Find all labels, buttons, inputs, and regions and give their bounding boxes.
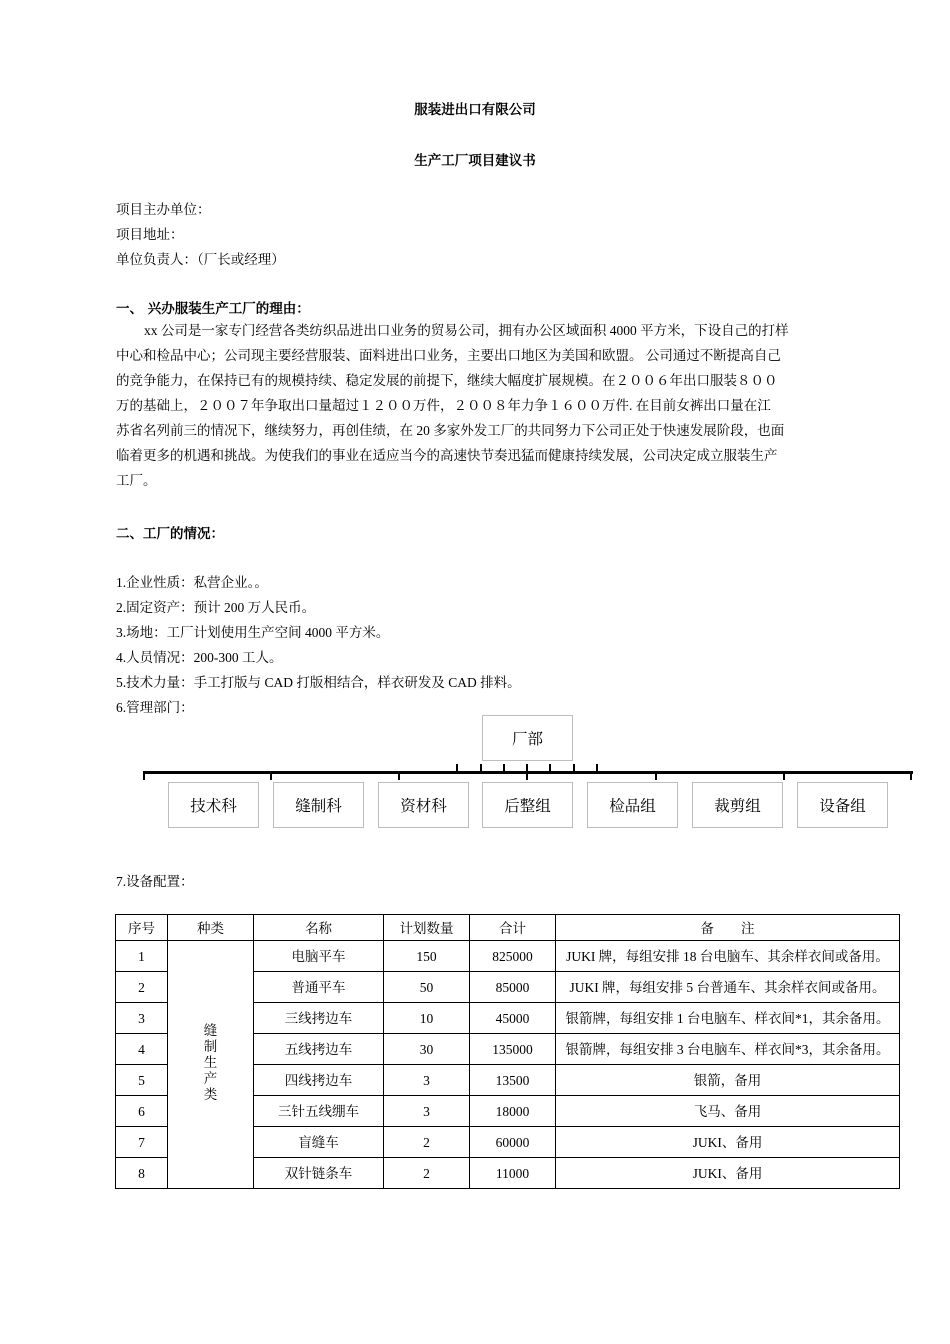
org-dept-box: 资材科 (378, 782, 469, 828)
org-connector-tick (526, 771, 528, 780)
cell-name: 四线拷边车 (254, 1065, 384, 1096)
fact-item: 2.固定资产：预计 200 万人民币。 (116, 600, 316, 615)
org-connector-tick (398, 771, 400, 780)
cell-total: 18000 (470, 1096, 556, 1127)
header-name: 名称 (254, 915, 384, 941)
equipment-table (115, 914, 900, 1189)
cell-no: 5 (116, 1065, 168, 1096)
cell-qty: 30 (384, 1034, 470, 1065)
paragraph-line: 临着更多的机遇和挑战。为使我们的事业在适应当今的高速快节奏迅猛而健康持续发展，公司决定成立服装生产 (116, 448, 778, 463)
cell-name: 电脑平车 (254, 941, 384, 972)
header-category: 种类 (168, 915, 254, 941)
header-no: 序号 (116, 915, 168, 941)
cell-total: 45000 (470, 1003, 556, 1034)
org-connector-tick (270, 771, 272, 780)
fact-item: 1.企业性质：私营企业。。 (116, 575, 268, 590)
fact-item: 6.管理部门： (116, 700, 194, 715)
address-label: 项目地址： (116, 227, 184, 242)
org-connector-tick (910, 771, 912, 780)
org-connector-tick (456, 764, 458, 772)
org-connector-tick (596, 764, 598, 772)
cell-total: 13500 (470, 1065, 556, 1096)
fact-item: 5.技术力量：手工打版与 CAD 打版相结合，样衣研发及 CAD 排料。 (116, 675, 521, 690)
cell-note: JUKI 牌，每组安排 18 台电脑车、其余样衣间或备用。 (556, 941, 900, 972)
cell-name: 盲缝车 (254, 1127, 384, 1158)
org-connector-tick (480, 764, 482, 772)
org-dept-box: 检品组 (587, 782, 678, 828)
cell-no: 2 (116, 972, 168, 1003)
header-total: 合计 (470, 915, 556, 941)
cell-no: 1 (116, 941, 168, 972)
table-row (116, 941, 900, 972)
company-title: 服装进出口有限公司 (414, 102, 536, 118)
cell-no: 7 (116, 1127, 168, 1158)
org-connector-bar (143, 771, 913, 774)
paragraph-line: xx 公司是一家专门经营各类纺织品进出口业务的贸易公司，拥有办公区域面积 4000 平方米，下设自己的打样 (144, 323, 789, 338)
cell-no: 4 (116, 1034, 168, 1065)
cell-total: 135000 (470, 1034, 556, 1065)
org-top-box: 厂部 (482, 715, 573, 761)
manager-label: 单位负责人：（厂长或经理） (116, 252, 285, 267)
cell-qty: 3 (384, 1065, 470, 1096)
org-dept-box: 设备组 (797, 782, 888, 828)
cell-name: 三线拷边车 (254, 1003, 384, 1034)
cell-name: 三针五线绷车 (254, 1096, 384, 1127)
table-header-row (116, 915, 900, 941)
org-connector-tick (783, 771, 785, 780)
cell-no: 3 (116, 1003, 168, 1034)
section1-paragraph (116, 318, 832, 493)
cell-category (168, 941, 254, 1189)
equipment-heading: 7.设备配置： (116, 874, 194, 889)
fact-item: 3.场地：工厂计划使用生产空间 4000 平方米。 (116, 625, 390, 640)
sponsor-label: 项目主办单位： (116, 202, 211, 217)
org-connector-tick (503, 764, 505, 772)
cell-name: 五线拷边车 (254, 1034, 384, 1065)
cell-total: 825000 (470, 941, 556, 972)
cell-note: JUKI、备用 (556, 1158, 900, 1189)
cell-total: 60000 (470, 1127, 556, 1158)
org-connector-tick (655, 771, 657, 780)
cell-qty: 3 (384, 1096, 470, 1127)
cell-note: JUKI 牌，每组安排 5 台普通车、其余样衣间或备用。 (556, 972, 900, 1003)
paragraph-line: 中心和检品中心；公司现主要经营服装、面料进出口业务，主要出口地区为美国和欧盟。 公司通过不断提高自己 (116, 348, 781, 363)
category-label: 缝制生产类 (203, 1023, 218, 1102)
cell-no: 6 (116, 1096, 168, 1127)
org-connector-tick (143, 771, 145, 780)
section2-heading: 二、工厂的情况： (116, 526, 224, 542)
fact-item: 4.人员情况：200-300 工人。 (116, 650, 283, 665)
org-connector-tick (549, 764, 551, 772)
cell-qty: 10 (384, 1003, 470, 1034)
org-connector-tick (573, 764, 575, 772)
header-note: 备 注 (556, 915, 900, 941)
cell-note: 银箭牌，每组安排 1 台电脑车、样衣间*1，其余备用。 (556, 1003, 900, 1034)
cell-note: JUKI、备用 (556, 1127, 900, 1158)
cell-qty: 2 (384, 1158, 470, 1189)
cell-note: 银箭牌，每组安排 3 台电脑车、样衣间*3，其余备用。 (556, 1034, 900, 1065)
section1-heading: 一、 兴办服装生产工厂的理由： (116, 301, 310, 317)
cell-qty: 150 (384, 941, 470, 972)
paragraph-line: 的竞争能力，在保持已有的规模持续、稳定发展的前提下，继续大幅度扩展规模。在２００６年出口服装８００ (116, 373, 778, 388)
paragraph-line: 万的基础上，２００７年争取出口量超过１２００万件，２００８年力争１６００万件. 在目前女裤出口量在江 (116, 398, 771, 413)
org-dept-box: 后整组 (482, 782, 573, 828)
cell-note: 银箭，备用 (556, 1065, 900, 1096)
org-dept-box: 技术科 (168, 782, 259, 828)
document-title: 生产工厂项目建议书 (414, 153, 536, 169)
cell-qty: 50 (384, 972, 470, 1003)
cell-total: 11000 (470, 1158, 556, 1189)
org-dept-box: 裁剪组 (692, 782, 783, 828)
cell-note: 飞马、备用 (556, 1096, 900, 1127)
paragraph-line: 工厂。 (116, 473, 157, 488)
paragraph-line: 苏省名列前三的情况下，继续努力，再创佳绩，在 20 多家外发工厂的共同努力下公司正处于快速发展阶段，也面 (116, 423, 785, 438)
cell-qty: 2 (384, 1127, 470, 1158)
cell-name: 普通平车 (254, 972, 384, 1003)
header-qty: 计划数量 (384, 915, 470, 941)
cell-name: 双针链条车 (254, 1158, 384, 1189)
cell-total: 85000 (470, 972, 556, 1003)
org-dept-box: 缝制科 (273, 782, 364, 828)
cell-no: 8 (116, 1158, 168, 1189)
